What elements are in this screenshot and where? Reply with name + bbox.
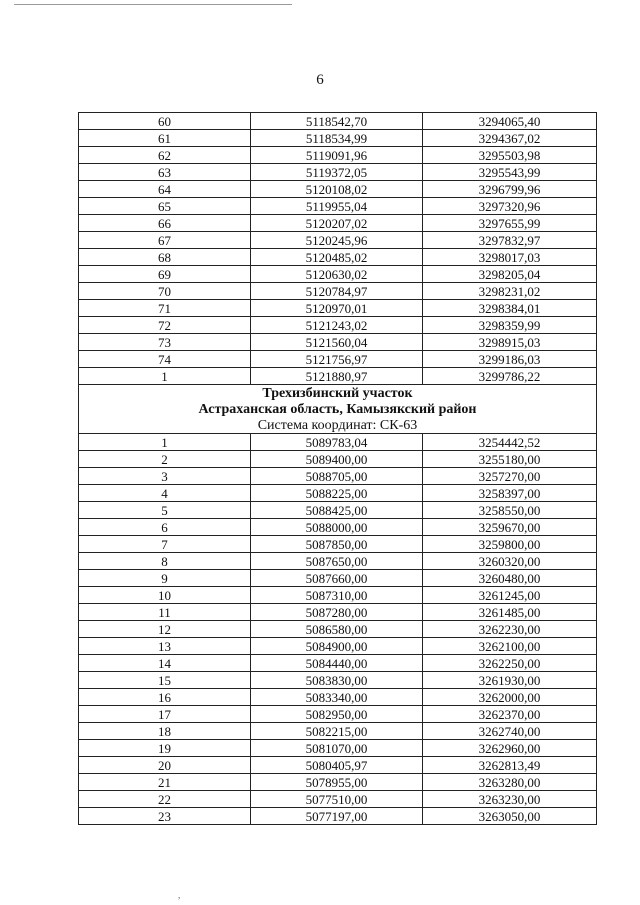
coordinate-y: 3297832,97 <box>423 232 597 249</box>
coordinate-y: 3255180,00 <box>423 451 597 468</box>
table-row <box>79 604 597 621</box>
coordinate-y: 3259670,00 <box>423 519 597 536</box>
table-row <box>79 147 597 164</box>
point-number: 19 <box>79 740 251 757</box>
table-row <box>79 249 597 266</box>
point-number: 2 <box>79 451 251 468</box>
coordinate-x: 5120630,02 <box>251 266 423 283</box>
point-number: 71 <box>79 300 251 317</box>
coordinate-y: 3262370,00 <box>423 706 597 723</box>
table-row <box>79 791 597 808</box>
coordinate-y: 3297320,96 <box>423 198 597 215</box>
coordinate-x: 5082215,00 <box>251 723 423 740</box>
table-row <box>79 553 597 570</box>
coordinate-x: 5087660,00 <box>251 570 423 587</box>
scan-edge-line <box>14 4 292 5</box>
table-row <box>79 519 597 536</box>
table-row <box>79 808 597 825</box>
coordinate-x: 5088000,00 <box>251 519 423 536</box>
point-number: 3 <box>79 468 251 485</box>
coordinate-y: 3262960,00 <box>423 740 597 757</box>
table-row <box>79 300 597 317</box>
point-number: 61 <box>79 130 251 147</box>
table-row <box>79 266 597 283</box>
coordinate-x: 5080405,97 <box>251 757 423 774</box>
coordinate-x: 5120784,97 <box>251 283 423 300</box>
section-title: Трехизбинский участок <box>79 385 597 402</box>
table-row <box>79 181 597 198</box>
point-number: 11 <box>79 604 251 621</box>
table-row <box>79 164 597 181</box>
coordinate-x: 5121243,02 <box>251 317 423 334</box>
coordinate-x: 5084440,00 <box>251 655 423 672</box>
coordinate-y: 3263280,00 <box>423 774 597 791</box>
table-row <box>79 434 597 451</box>
point-number: 69 <box>79 266 251 283</box>
point-number: 6 <box>79 519 251 536</box>
coordinate-y: 3298231,02 <box>423 283 597 300</box>
section-region: Астраханская область, Камызякский район <box>79 401 597 417</box>
table-row <box>79 283 597 300</box>
point-number: 8 <box>79 553 251 570</box>
table-row <box>79 451 597 468</box>
table-row <box>79 215 597 232</box>
coordinate-x: 5120108,02 <box>251 181 423 198</box>
table-row <box>79 334 597 351</box>
point-number: 7 <box>79 536 251 553</box>
coordinate-x: 5083340,00 <box>251 689 423 706</box>
point-number: 21 <box>79 774 251 791</box>
table-row <box>79 757 597 774</box>
section-title-row <box>79 385 597 402</box>
page-number: 6 <box>316 72 324 88</box>
section-header <box>79 385 597 434</box>
point-number: 66 <box>79 215 251 232</box>
coordinate-y: 3261245,00 <box>423 587 597 604</box>
table-row <box>79 655 597 672</box>
point-number: 12 <box>79 621 251 638</box>
coordinate-y: 3262230,00 <box>423 621 597 638</box>
table-row <box>79 536 597 553</box>
table-row <box>79 351 597 368</box>
coordinate-y: 3259800,00 <box>423 536 597 553</box>
coordinate-x: 5087310,00 <box>251 587 423 604</box>
table-row <box>79 570 597 587</box>
point-number: 1 <box>79 368 251 385</box>
coordinate-y: 3298915,03 <box>423 334 597 351</box>
point-number: 70 <box>79 283 251 300</box>
table-row <box>79 468 597 485</box>
coordinate-y: 3254442,52 <box>423 434 597 451</box>
coordinate-x: 5081070,00 <box>251 740 423 757</box>
point-number: 13 <box>79 638 251 655</box>
coordinate-y: 3262000,00 <box>423 689 597 706</box>
coordinate-y: 3258550,00 <box>423 502 597 519</box>
point-number: 22 <box>79 791 251 808</box>
coordinate-x: 5087280,00 <box>251 604 423 621</box>
coordinates-table-body-bottom <box>79 434 597 825</box>
point-number: 1 <box>79 434 251 451</box>
coordinate-x: 5119372,05 <box>251 164 423 181</box>
coordinate-x: 5118542,70 <box>251 113 423 130</box>
table-row <box>79 317 597 334</box>
coordinate-x: 5083830,00 <box>251 672 423 689</box>
point-number: 73 <box>79 334 251 351</box>
coordinate-y: 3294367,02 <box>423 130 597 147</box>
coordinate-y: 3294065,40 <box>423 113 597 130</box>
point-number: 16 <box>79 689 251 706</box>
point-number: 67 <box>79 232 251 249</box>
coordinate-y: 3299186,03 <box>423 351 597 368</box>
point-number: 20 <box>79 757 251 774</box>
coordinate-y: 3262250,00 <box>423 655 597 672</box>
coordinate-x: 5089400,00 <box>251 451 423 468</box>
coordinate-y: 3262100,00 <box>423 638 597 655</box>
point-number: 4 <box>79 485 251 502</box>
table-row <box>79 502 597 519</box>
point-number: 17 <box>79 706 251 723</box>
table-row <box>79 740 597 757</box>
coordinate-x: 5119091,96 <box>251 147 423 164</box>
coordinate-y: 3296799,96 <box>423 181 597 198</box>
point-number: 15 <box>79 672 251 689</box>
point-number: 60 <box>79 113 251 130</box>
table-row <box>79 485 597 502</box>
coordinate-x: 5120207,02 <box>251 215 423 232</box>
coordinate-y: 3262740,00 <box>423 723 597 740</box>
coordinates-table-body-top <box>79 113 597 385</box>
coordinate-y: 3263050,00 <box>423 808 597 825</box>
coordinate-x: 5088225,00 <box>251 485 423 502</box>
coordinate-y: 3298017,03 <box>423 249 597 266</box>
point-number: 23 <box>79 808 251 825</box>
coordinate-x: 5120970,01 <box>251 300 423 317</box>
coordinate-x: 5086580,00 <box>251 621 423 638</box>
coordinate-y: 3261485,00 <box>423 604 597 621</box>
table-row <box>79 368 597 385</box>
point-number: 72 <box>79 317 251 334</box>
coordinate-y: 3295543,99 <box>423 164 597 181</box>
table-row <box>79 689 597 706</box>
coordinate-y: 3257270,00 <box>423 468 597 485</box>
table-row <box>79 587 597 604</box>
coordinate-x: 5084900,00 <box>251 638 423 655</box>
point-number: 63 <box>79 164 251 181</box>
table-row <box>79 621 597 638</box>
coordinate-x: 5082950,00 <box>251 706 423 723</box>
coordinate-x: 5118534,99 <box>251 130 423 147</box>
coordinate-y: 3295503,98 <box>423 147 597 164</box>
coordinate-x: 5089783,04 <box>251 434 423 451</box>
section-region-row <box>79 401 597 417</box>
coordinate-y: 3263230,00 <box>423 791 597 808</box>
coordinate-x: 5078955,00 <box>251 774 423 791</box>
point-number: 64 <box>79 181 251 198</box>
coordinate-y: 3260320,00 <box>423 553 597 570</box>
coordinate-x: 5121756,97 <box>251 351 423 368</box>
point-number: 62 <box>79 147 251 164</box>
coordinate-x: 5120485,02 <box>251 249 423 266</box>
coordinate-x: 5121560,04 <box>251 334 423 351</box>
coordinate-y: 3299786,22 <box>423 368 597 385</box>
footer-mark: , <box>178 890 181 900</box>
table-row <box>79 130 597 147</box>
coordinate-x: 5077510,00 <box>251 791 423 808</box>
coordinate-y: 3297655,99 <box>423 215 597 232</box>
table-row <box>79 723 597 740</box>
point-number: 65 <box>79 198 251 215</box>
coordinate-x: 5087650,00 <box>251 553 423 570</box>
coordinate-y: 3260480,00 <box>423 570 597 587</box>
section-system-row <box>79 417 597 434</box>
point-number: 10 <box>79 587 251 604</box>
point-number: 74 <box>79 351 251 368</box>
table-row <box>79 706 597 723</box>
point-number: 9 <box>79 570 251 587</box>
coordinate-x: 5119955,04 <box>251 198 423 215</box>
table-row <box>79 113 597 130</box>
coordinate-y: 3298205,04 <box>423 266 597 283</box>
table-row <box>79 198 597 215</box>
coordinate-x: 5121880,97 <box>251 368 423 385</box>
coordinate-y: 3298359,99 <box>423 317 597 334</box>
coordinate-y: 3262813,49 <box>423 757 597 774</box>
table-row <box>79 672 597 689</box>
point-number: 18 <box>79 723 251 740</box>
point-number: 5 <box>79 502 251 519</box>
coordinate-y: 3298384,01 <box>423 300 597 317</box>
table-row <box>79 232 597 249</box>
coordinate-x: 5120245,96 <box>251 232 423 249</box>
table-row <box>79 638 597 655</box>
point-number: 14 <box>79 655 251 672</box>
coordinates-table <box>78 112 597 825</box>
coordinate-x: 5088705,00 <box>251 468 423 485</box>
coordinate-y: 3261930,00 <box>423 672 597 689</box>
table-row <box>79 774 597 791</box>
coordinate-x: 5087850,00 <box>251 536 423 553</box>
coordinate-x: 5077197,00 <box>251 808 423 825</box>
coordinate-x: 5088425,00 <box>251 502 423 519</box>
coordinate-y: 3258397,00 <box>423 485 597 502</box>
point-number: 68 <box>79 249 251 266</box>
coordinate-system: Система координат: СК-63 <box>79 417 597 434</box>
